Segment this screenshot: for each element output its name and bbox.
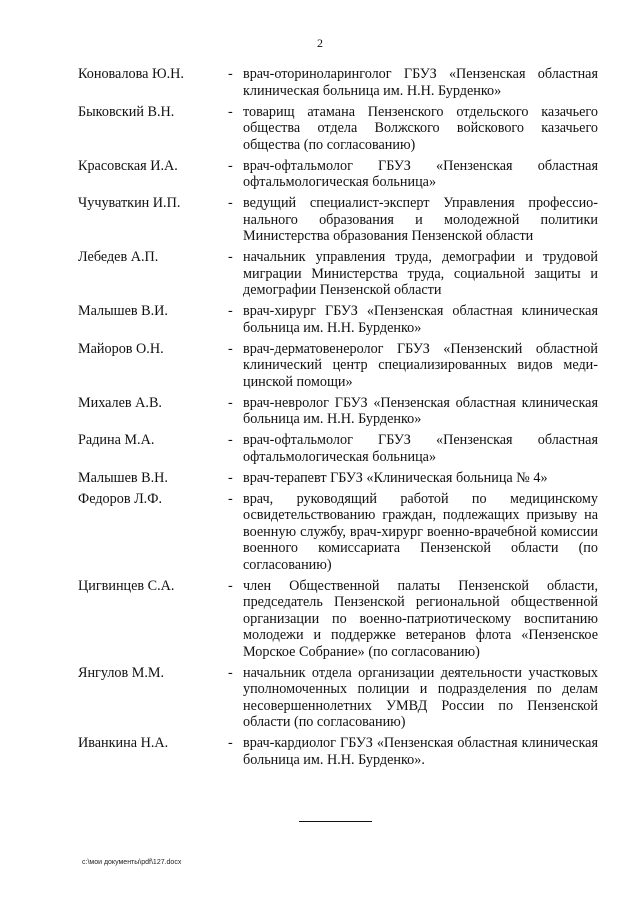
entry-dash: - (228, 303, 233, 319)
member-entry (78, 104, 598, 154)
position-line: на военную службу, врач-хирург военно-врачебной (243, 507, 598, 540)
position-line: врач-офтальмолог ГБУЗ «Пензенская областная (243, 157, 598, 174)
member-position (243, 470, 598, 487)
commission-member-list (78, 66, 598, 773)
member-entry (78, 66, 598, 99)
position-line: клиническая больница им. Н.Н. Бурденко» (243, 82, 502, 99)
position-line: врач-хирург ГБУЗ «Пензенская областная клиническая (243, 303, 598, 319)
position-line: врач-дерматовенеролог ГБУЗ «Пензенский областной (243, 340, 598, 357)
position-line: Морское Собрание» (по согласованию) (243, 643, 480, 660)
member-position (243, 249, 598, 299)
member-position (243, 303, 598, 336)
member-position (243, 158, 598, 191)
position-line: офтальмологическая больница» (243, 448, 437, 465)
member-name: Майоров О.Н. (78, 340, 164, 357)
page-number: 2 (317, 36, 323, 50)
entry-dash: - (228, 735, 233, 751)
position-line: комиссии военного комиссариата Пензенской области (243, 523, 598, 556)
position-line: молодежи и поддержке ветеранов флота «Пензенское (243, 627, 598, 643)
position-line: миграции Министерства труда, социальной защиты и (243, 265, 598, 282)
member-name: Чучуваткин И.П. (78, 195, 181, 211)
position-line: общества отдела Волжского войскового казачьего (243, 120, 598, 136)
member-entry (78, 303, 598, 336)
member-name: Малышев В.И. (78, 303, 168, 319)
member-name: Михалев А.В. (78, 394, 162, 411)
member-name: Радина М.А. (78, 432, 155, 448)
member-name: Иванкина Н.А. (78, 735, 169, 751)
position-line: член Общественной палаты Пензенской области, (243, 577, 598, 594)
member-position (243, 578, 598, 661)
member-entry (78, 158, 598, 191)
position-line: (по согласованию) (243, 540, 598, 573)
member-name: Малышев В.Н. (78, 469, 168, 486)
entry-dash: - (228, 432, 233, 448)
member-position (243, 735, 598, 768)
position-line: нального образования и молодежной политики (243, 211, 598, 228)
entry-dash: - (228, 66, 233, 82)
member-entry (78, 665, 598, 731)
member-name: Красовская И.А. (78, 157, 178, 174)
position-line: врач-офтальмолог ГБУЗ «Пензенская областная (243, 432, 598, 448)
position-line: начальник отдела организации деятельности участковых (243, 664, 598, 681)
entry-dash: - (228, 577, 233, 594)
member-position (243, 432, 598, 465)
position-line: клинический центр специализированных видов меди- (243, 357, 598, 373)
member-name: Коновалова Ю.Н. (78, 66, 184, 82)
member-position (243, 195, 598, 245)
position-line: больница им. Н.Н. Бурденко» (243, 319, 422, 336)
entry-dash: - (228, 195, 233, 211)
member-name: Быковский В.Н. (78, 103, 175, 120)
document-file-path: c:\мои документы\pdf\127.docx (82, 859, 182, 866)
position-line: врач-оториноларинголог ГБУЗ «Пензенская областная (243, 66, 598, 82)
entry-dash: - (228, 394, 233, 411)
position-line: врач-кардиолог ГБУЗ «Пензенская областная клиническая (243, 735, 598, 751)
position-line: больница им. Н.Н. Бурденко». (243, 751, 425, 768)
member-position (243, 341, 598, 391)
member-entry (78, 470, 598, 487)
position-line: общества (по согласованию) (243, 136, 416, 153)
member-entry (78, 395, 598, 428)
position-line: уполномоченных полиции и подразделения по делам (243, 681, 598, 697)
position-line: врач-терапевт ГБУЗ «Клиническая больница № 4» (243, 469, 548, 486)
entry-dash: - (228, 340, 233, 357)
member-name: Цигвинцев С.А. (78, 577, 175, 594)
member-entry (78, 249, 598, 299)
member-position (243, 491, 598, 574)
member-entry (78, 195, 598, 245)
entry-dash: - (228, 103, 233, 120)
member-entry (78, 578, 598, 661)
position-line: врач, руководящий работой по медицинскому (243, 490, 598, 507)
member-entry (78, 341, 598, 391)
entry-dash: - (228, 469, 233, 486)
member-name: Лебедев А.П. (78, 249, 159, 265)
end-of-list-rule (299, 821, 372, 822)
position-line: освидетельствованию граждан, подлежащих призыву (243, 507, 578, 523)
position-line: организации по военно-патриотическому воспитанию (243, 610, 598, 627)
member-entry (78, 491, 598, 574)
member-position (243, 66, 598, 99)
position-line: цинской помощи» (243, 373, 353, 390)
entry-dash: - (228, 664, 233, 681)
entry-dash: - (228, 157, 233, 174)
position-line: председатель Пензенской региональной общественной (243, 594, 598, 610)
member-position (243, 665, 598, 731)
entry-dash: - (228, 490, 233, 507)
position-line: товарищ атамана Пензенского отдельского казачьего (243, 103, 598, 120)
member-position (243, 104, 598, 154)
position-line: Министерства образования Пензенской области (243, 228, 534, 244)
position-line: начальник управления труда, демографии и трудовой (243, 249, 598, 265)
member-name: Янгулов М.М. (78, 664, 165, 681)
member-position (243, 395, 598, 428)
member-entry (78, 735, 598, 768)
position-line: демографии Пензенской области (243, 282, 442, 298)
position-line: врач-невролог ГБУЗ «Пензенская областная клиническая (243, 394, 598, 411)
position-line: области (по согласованию) (243, 714, 406, 730)
entry-dash: - (228, 249, 233, 265)
member-entry (78, 432, 598, 465)
position-line: больница им. Н.Н. Бурденко» (243, 411, 422, 427)
position-line: офтальмологическая больница» (243, 174, 437, 190)
member-name: Федоров Л.Ф. (78, 490, 162, 507)
position-line: несовершеннолетних УМВД России по Пензенской (243, 697, 598, 714)
position-line: ведущий специалист-эксперт Управления профессио- (243, 195, 598, 211)
